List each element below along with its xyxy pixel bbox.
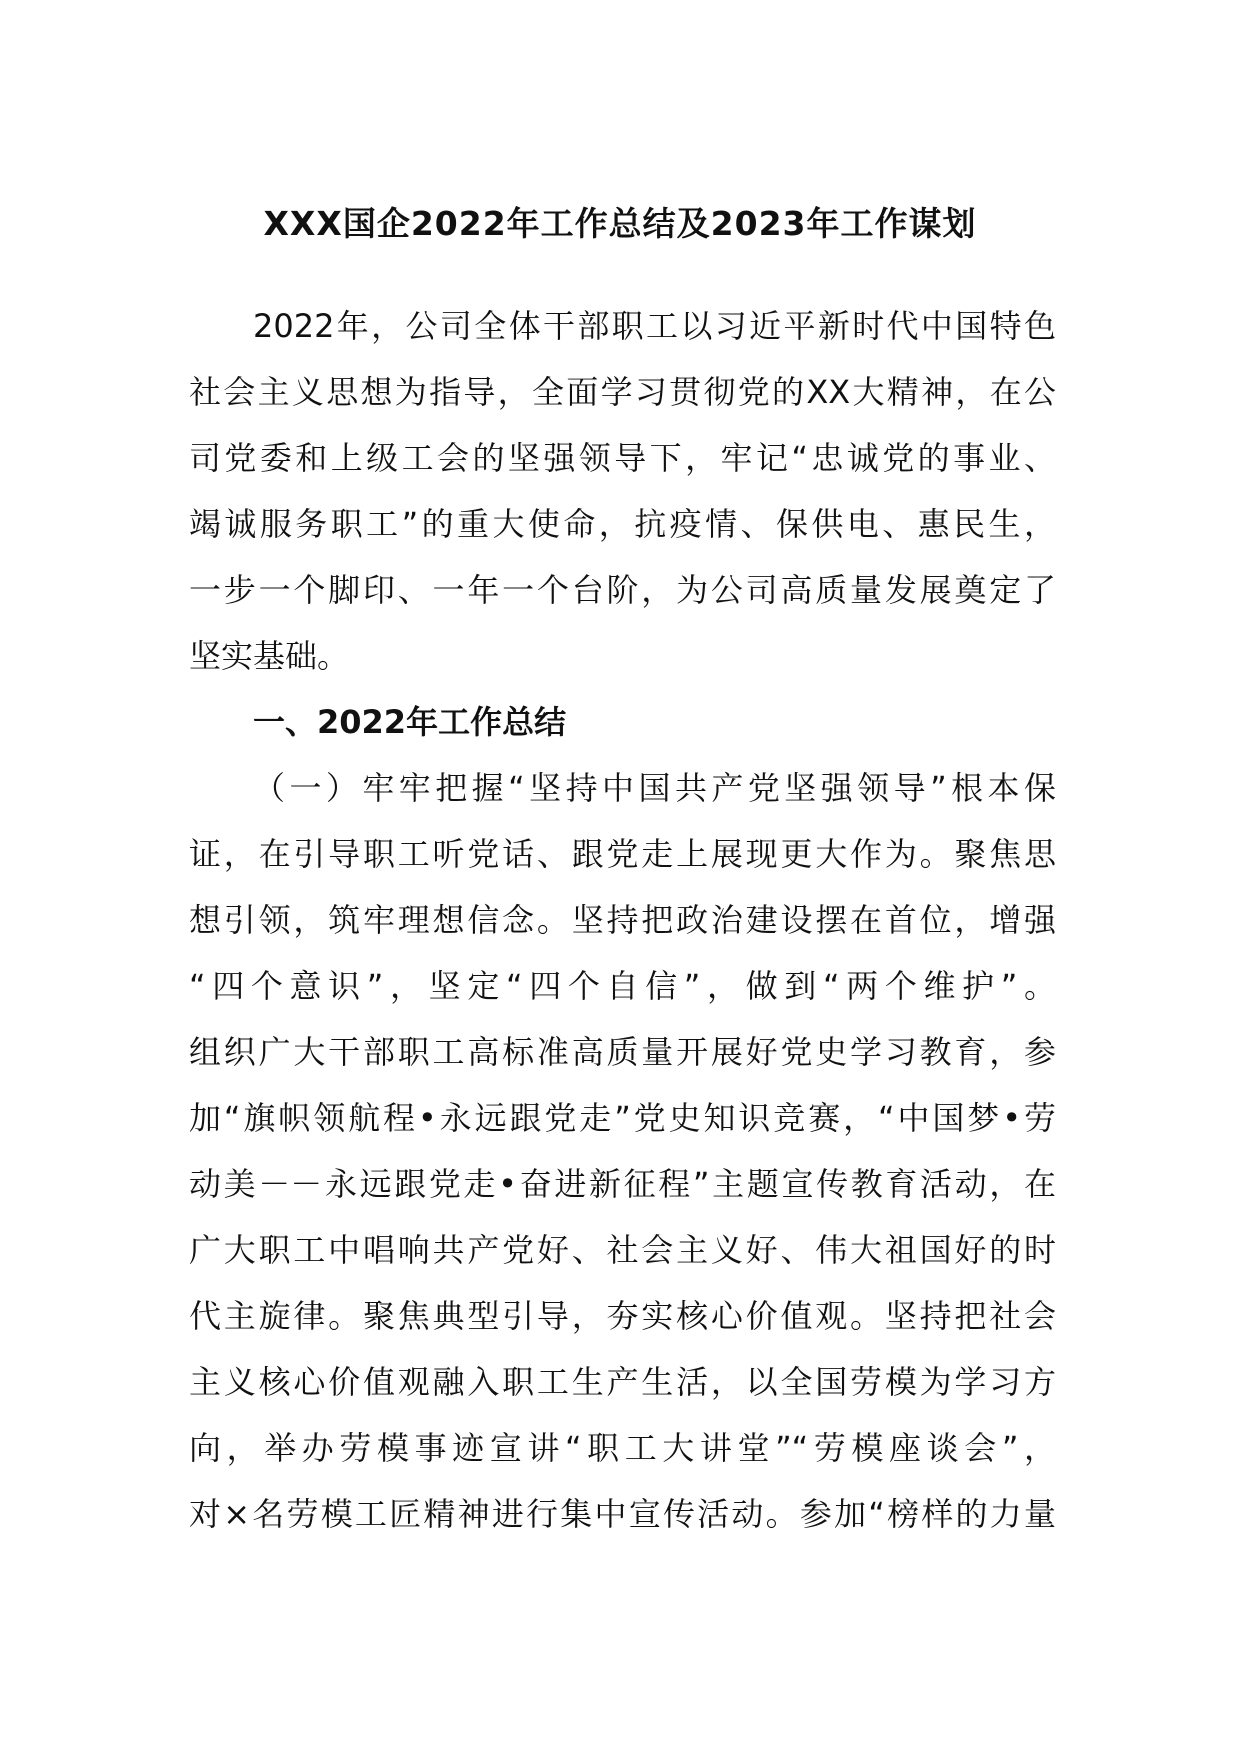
- paragraph-line: 竭诚服务职工”的重大使命，抗疫情、保供电、惠民生，: [189, 505, 1056, 543]
- paragraph-line: 2022年，公司全体干部职工以习近平新时代中国特色: [253, 307, 1056, 345]
- paragraph-line: 对×名劳模工匠精神进行集中宣传活动。参加“榜样的力量: [189, 1495, 1056, 1533]
- paragraph-line: 代主旋律。聚焦典型引导，夯实核心价值观。坚持把社会: [189, 1297, 1056, 1335]
- paragraph-line: 加“旗帜领航程•永远跟党走”党史知识竞赛，“中国梦•劳: [189, 1099, 1056, 1137]
- paragraph-line: 组织广大干部职工高标准高质量开展好党史学习教育，参: [189, 1033, 1056, 1071]
- paragraph-line: 动美－－永远跟党走•奋进新征程”主题宣传教育活动，在: [189, 1165, 1056, 1203]
- section-heading: 一、2022年工作总结: [253, 703, 567, 741]
- document-body: [189, 293, 1056, 1547]
- intro-paragraph: [189, 293, 1056, 689]
- paragraph-line: （一）牢牢把握“坚持中国共产党坚强领导”根本保: [253, 769, 1056, 807]
- document-title: XXX国企2022年工作总结及2023年工作谋划: [263, 204, 977, 243]
- section1-paragraph: [189, 755, 1056, 1547]
- paragraph-line: 司党委和上级工会的坚强领导下，牢记“忠诚党的事业、: [189, 439, 1056, 477]
- paragraph-line: “四个意识”，坚定“四个自信”，做到“两个维护”。: [189, 967, 1056, 1005]
- paragraph-line: 证，在引导职工听党话、跟党走上展现更大作为。聚焦思: [189, 835, 1056, 873]
- paragraph-line: 社会主义思想为指导，全面学习贯彻党的XX大精神，在公: [189, 373, 1056, 411]
- paragraph-line: 广大职工中唱响共产党好、社会主义好、伟大祖国好的时: [189, 1231, 1056, 1269]
- paragraph-line: 想引领，筑牢理想信念。坚持把政治建设摆在首位，增强: [189, 901, 1056, 939]
- paragraph-line: 一步一个脚印、一年一个台阶，为公司高质量发展奠定了: [189, 571, 1056, 609]
- paragraph-line: 主义核心价值观融入职工生产生活，以全国劳模为学习方: [189, 1363, 1056, 1401]
- paragraph-line: 坚实基础。: [189, 637, 350, 675]
- paragraph-line: 向，举办劳模事迹宣讲“职工大讲堂”“劳模座谈会”，: [189, 1429, 1056, 1467]
